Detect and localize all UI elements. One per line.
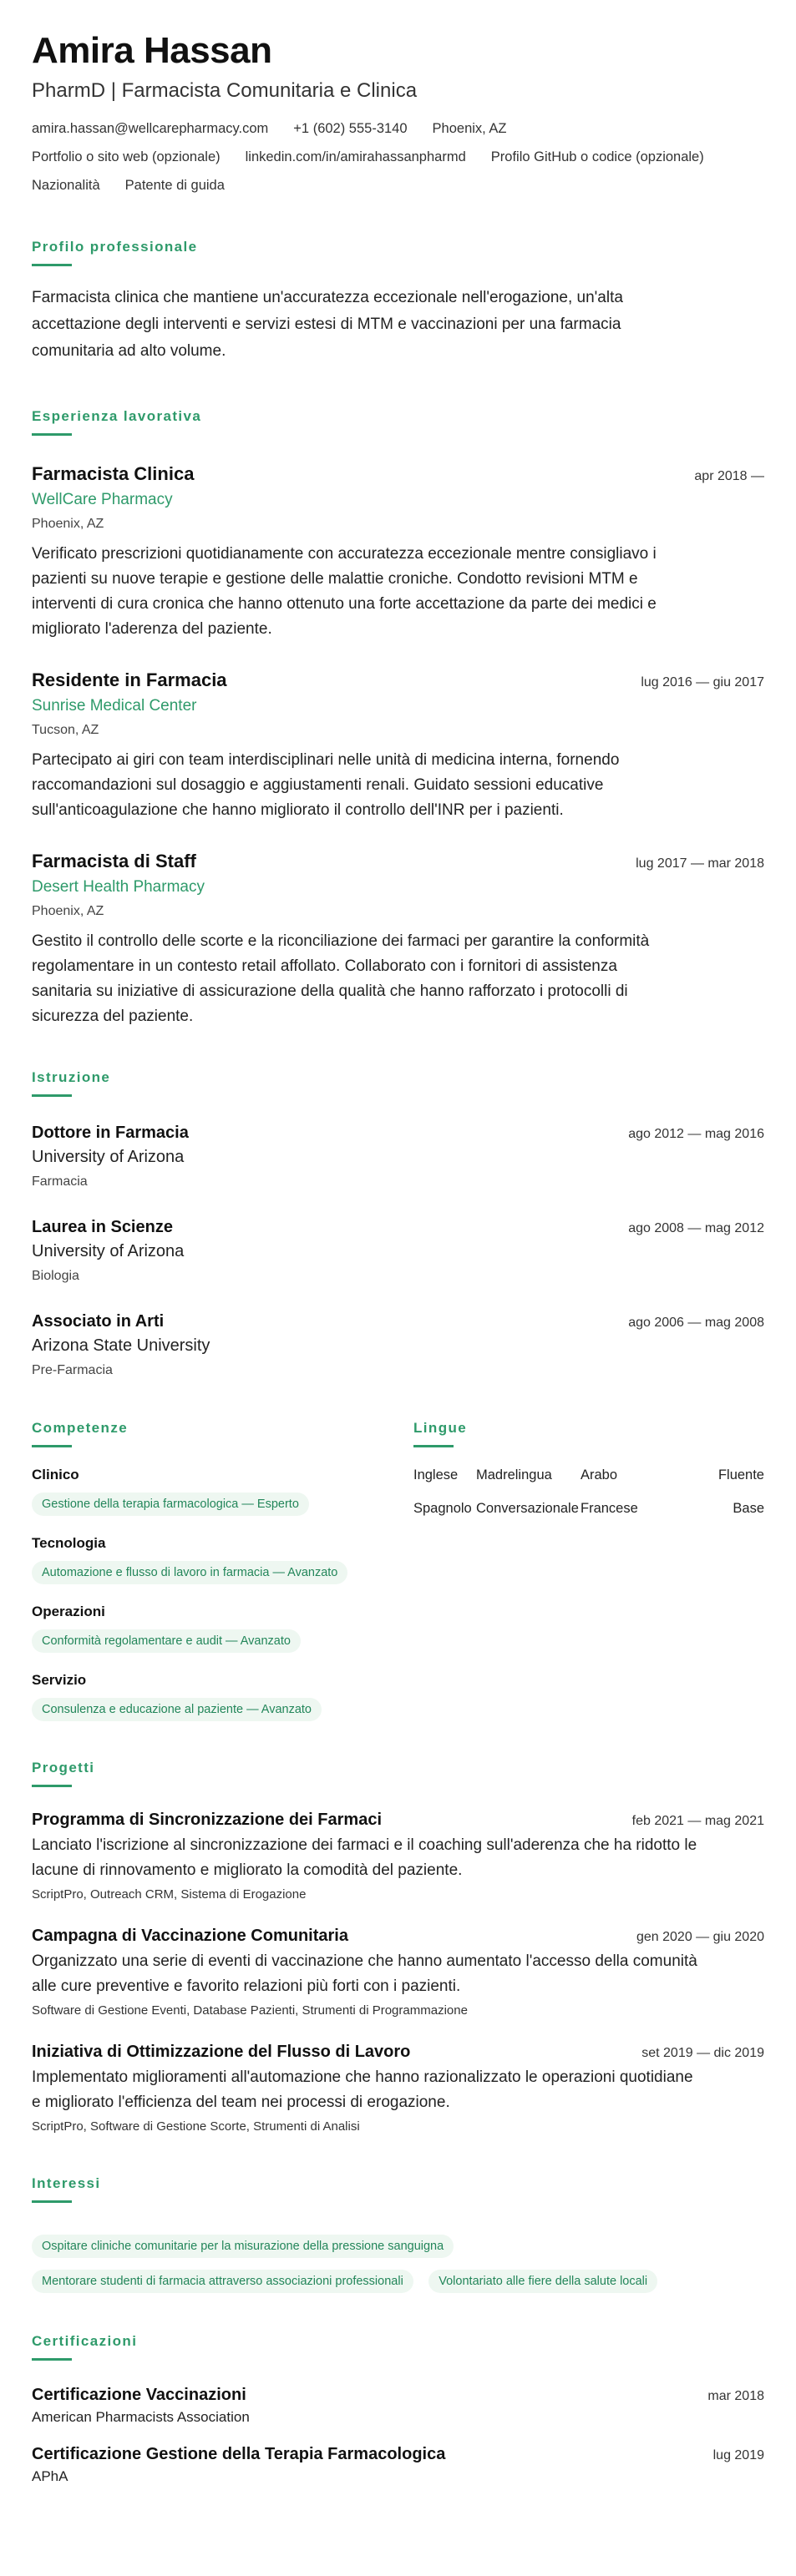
school-name: University of Arizona [32, 1242, 185, 1260]
certification-entry [32, 2443, 764, 2486]
section-divider [32, 2200, 72, 2203]
projects-section [32, 1760, 764, 2135]
project-description: Implementato miglioramenti all'automazione che hanno razionalizzato le operazioni quotidiane e migliorato l'efficienza del team nei processi di erogazione. [32, 2068, 693, 2111]
project-entry [32, 1925, 764, 2019]
job-date: lug 2017 — mar 2018 [636, 856, 764, 871]
section-divider [413, 1445, 454, 1447]
skill-tag: Automazione e flusso di lavoro in farmacia — Avanzato [32, 1561, 347, 1584]
skills-section [32, 1420, 399, 1721]
field-of-study: Biologia [32, 1269, 79, 1283]
project-tech: Software di Gestione Eventi, Database Pazienti, Strumenti di Programmazione [32, 2003, 468, 2018]
education-date: ago 2012 — mag 2016 [628, 1127, 764, 1141]
school-name: Arizona State University [32, 1336, 210, 1355]
job-entry [32, 669, 764, 823]
degree-title: Laurea in Scienze [32, 1218, 173, 1236]
interests-section [32, 2175, 764, 2293]
education-entry [32, 1122, 764, 1191]
language-name: Francese [581, 1501, 638, 1516]
certification-date: lug 2019 [712, 2448, 764, 2462]
job-location: Phoenix, AZ [32, 517, 104, 531]
language-name: Arabo [581, 1467, 618, 1482]
contact-links [32, 147, 764, 167]
section-divider [32, 1445, 72, 1447]
github-link[interactable]: Profilo GitHub o codice (opzionale) [490, 149, 704, 164]
certification-issuer: American Pharmacists Association [32, 2409, 250, 2425]
contact-info [32, 119, 764, 139]
section-divider [32, 264, 72, 266]
certification-name: Certificazione Gestione della Terapia Farmacologica [32, 2445, 446, 2463]
certification-issuer: APhA [32, 2468, 68, 2484]
skill-category: Operazioni [32, 1604, 105, 1619]
skill-category: Clinico [32, 1467, 79, 1482]
summary-text: Farmacista clinica che mantiene un'accuratezza eccezionale nell'erogazione, un'alta accettazione degli interventi e servizi estesi di MTM e vaccinazioni per una farmacia comunitaria ad alto volume. [32, 289, 623, 360]
job-title: Farmacista Clinica [32, 463, 195, 484]
project-name: Iniziativa di Ottimizzazione del Flusso di Lavoro [32, 2043, 411, 2061]
contact-extra [32, 175, 764, 195]
driving-license: Patente di guida [124, 178, 225, 193]
degree-title: Associato in Arti [32, 1312, 165, 1331]
skill-group [32, 1466, 399, 1516]
languages-section [413, 1420, 764, 1721]
skill-tag: Conformità regolamentare e audit — Avanzato [32, 1629, 301, 1653]
certification-date: mar 2018 [707, 2389, 764, 2403]
company-name: WellCare Pharmacy [32, 491, 173, 508]
section-title: Interessi [32, 2175, 101, 2191]
education-date: ago 2006 — mag 2008 [628, 1316, 764, 1330]
job-location: Tucson, AZ [32, 723, 99, 737]
summary-section [32, 239, 764, 365]
project-tech: ScriptPro, Outreach CRM, Sistema di Erogazione [32, 1887, 307, 1902]
job-description: Verificato prescrizioni quotidianamente con accuratezza eccezionale mentre consigliavo i pazienti su nuove terapie e gestione delle malattie croniche. Condotto revisioni MTM e interventi di cura cronica che hanno ottenuto una forte accettazione da parte dei medici e migliorato l'aderenza del paziente. [32, 545, 657, 638]
school-name: University of Arizona [32, 1148, 185, 1166]
interest-tag: Volontariato alle fiere della salute locali [428, 2270, 657, 2293]
project-name: Programma di Sincronizzazione dei Farmaci [32, 1811, 383, 1829]
company-name: Desert Health Pharmacy [32, 878, 205, 896]
section-title: Progetti [32, 1760, 95, 1775]
education-date: ago 2008 — mag 2012 [628, 1221, 764, 1235]
project-date: feb 2021 — mag 2021 [631, 1814, 764, 1828]
project-date: gen 2020 — giu 2020 [636, 1930, 764, 1944]
field-of-study: Farmacia [32, 1174, 88, 1189]
job-date: lug 2016 — giu 2017 [641, 675, 764, 689]
languages-list [413, 1466, 764, 1518]
language-name: Spagnolo [413, 1501, 472, 1516]
job-entry [32, 462, 764, 642]
education-section [32, 1069, 764, 1380]
job-date: apr 2018 — [694, 469, 764, 483]
certification-entry [32, 2384, 764, 2427]
education-entry [32, 1216, 764, 1285]
section-title: Istruzione [32, 1069, 111, 1085]
job-title: Residente in Farmacia [32, 669, 227, 690]
section-title: Certificazioni [32, 2333, 138, 2349]
project-tech: ScriptPro, Software di Gestione Scorte, Strumenti di Analisi [32, 2119, 360, 2134]
skills-languages-row [32, 1420, 764, 1721]
phone-number[interactable]: +1 (602) 555-3140 [293, 121, 408, 136]
project-name: Campagna di Vaccinazione Comunitaria [32, 1927, 348, 1945]
field-of-study: Pre-Farmacia [32, 1363, 113, 1377]
linkedin-link[interactable]: linkedin.com/in/amirahassanpharmd [245, 149, 466, 164]
skill-category: Servizio [32, 1672, 87, 1688]
interest-tag: Ospitare cliniche comunitarie per la misurazione della pressione sanguigna [32, 2235, 454, 2258]
company-name: Sunrise Medical Center [32, 697, 197, 715]
certifications-section [32, 2333, 764, 2486]
email-link[interactable]: amira.hassan@wellcarepharmacy.com [32, 121, 269, 136]
education-entry [32, 1311, 764, 1380]
section-title: Competenze [32, 1420, 129, 1436]
section-title: Esperienza lavorativa [32, 408, 202, 424]
section-divider [32, 433, 72, 436]
section-divider [32, 1785, 72, 1787]
language-name: Inglese [413, 1467, 459, 1482]
job-description: Partecipato ai giri con team interdisciplinari nelle unità di medicina interna, fornendo raccomandazioni sul dosaggio e aggiustamenti renali. Guidato sessioni educative sull'anticoagulazione che hanno migliorato il controllo dell'INR per i pazienti. [32, 751, 620, 819]
project-description: Organizzato una serie di eventi di vaccinazione che hanno aumentato l'accesso della comunità alle cure preventive e favorito relazioni più forti con i pazienti. [32, 1952, 697, 1995]
job-entry [32, 850, 764, 1029]
skill-tag: Gestione della terapia farmacologica — Esperto [32, 1493, 309, 1516]
language-level: Madrelingua [476, 1467, 552, 1482]
interest-tag: Mentorare studenti di farmacia attraverso associazioni professionali [32, 2270, 413, 2293]
project-entry [32, 1809, 764, 1903]
language-level: Base [733, 1501, 764, 1516]
nationality: Nazionalità [32, 178, 100, 193]
skill-tag: Consulenza e educazione al paziente — Avanzato [32, 1698, 322, 1721]
language-level: Fluente [717, 1467, 764, 1482]
headline: PharmD | Farmacista Comunitaria e Clinica [32, 79, 418, 102]
section-title: Profilo professionale [32, 239, 198, 255]
section-divider [32, 1094, 72, 1097]
skill-group [32, 1603, 399, 1653]
interests-list [32, 2223, 764, 2293]
skill-category: Tecnologia [32, 1535, 106, 1551]
job-title: Farmacista di Staff [32, 851, 196, 871]
candidate-name: Amira Hassan [32, 30, 272, 71]
language-level: Conversazionale [476, 1501, 579, 1516]
skill-group [32, 1671, 399, 1721]
job-description: Gestito il controllo delle scorte e la riconciliazione dei farmaci per garantire la conformità regolamentare in un contesto retail affollato. Collaborato con i fornitori di assistenza sanitaria su iniziative di assicurazione della qualità che hanno rafforzato i protocolli di sicurezza del paziente. [32, 932, 650, 1025]
job-location: Phoenix, AZ [32, 904, 104, 918]
section-title: Lingue [413, 1420, 468, 1436]
project-date: set 2019 — dic 2019 [641, 2046, 764, 2060]
certification-name: Certificazione Vaccinazioni [32, 2386, 246, 2404]
experience-section [32, 408, 764, 1029]
website-link[interactable]: Portfolio o sito web (opzionale) [32, 149, 221, 164]
project-description: Lanciato l'iscrizione al sincronizzazione dei farmaci e il coaching sull'aderenza che ha ridotto le lacune di rinnovamento e migliorato la comodità del paziente. [32, 1836, 697, 1879]
degree-title: Dottore in Farmacia [32, 1124, 189, 1142]
section-divider [32, 2358, 72, 2361]
location: Phoenix, AZ [432, 121, 507, 136]
skill-group [32, 1534, 399, 1584]
project-entry [32, 2041, 764, 2135]
